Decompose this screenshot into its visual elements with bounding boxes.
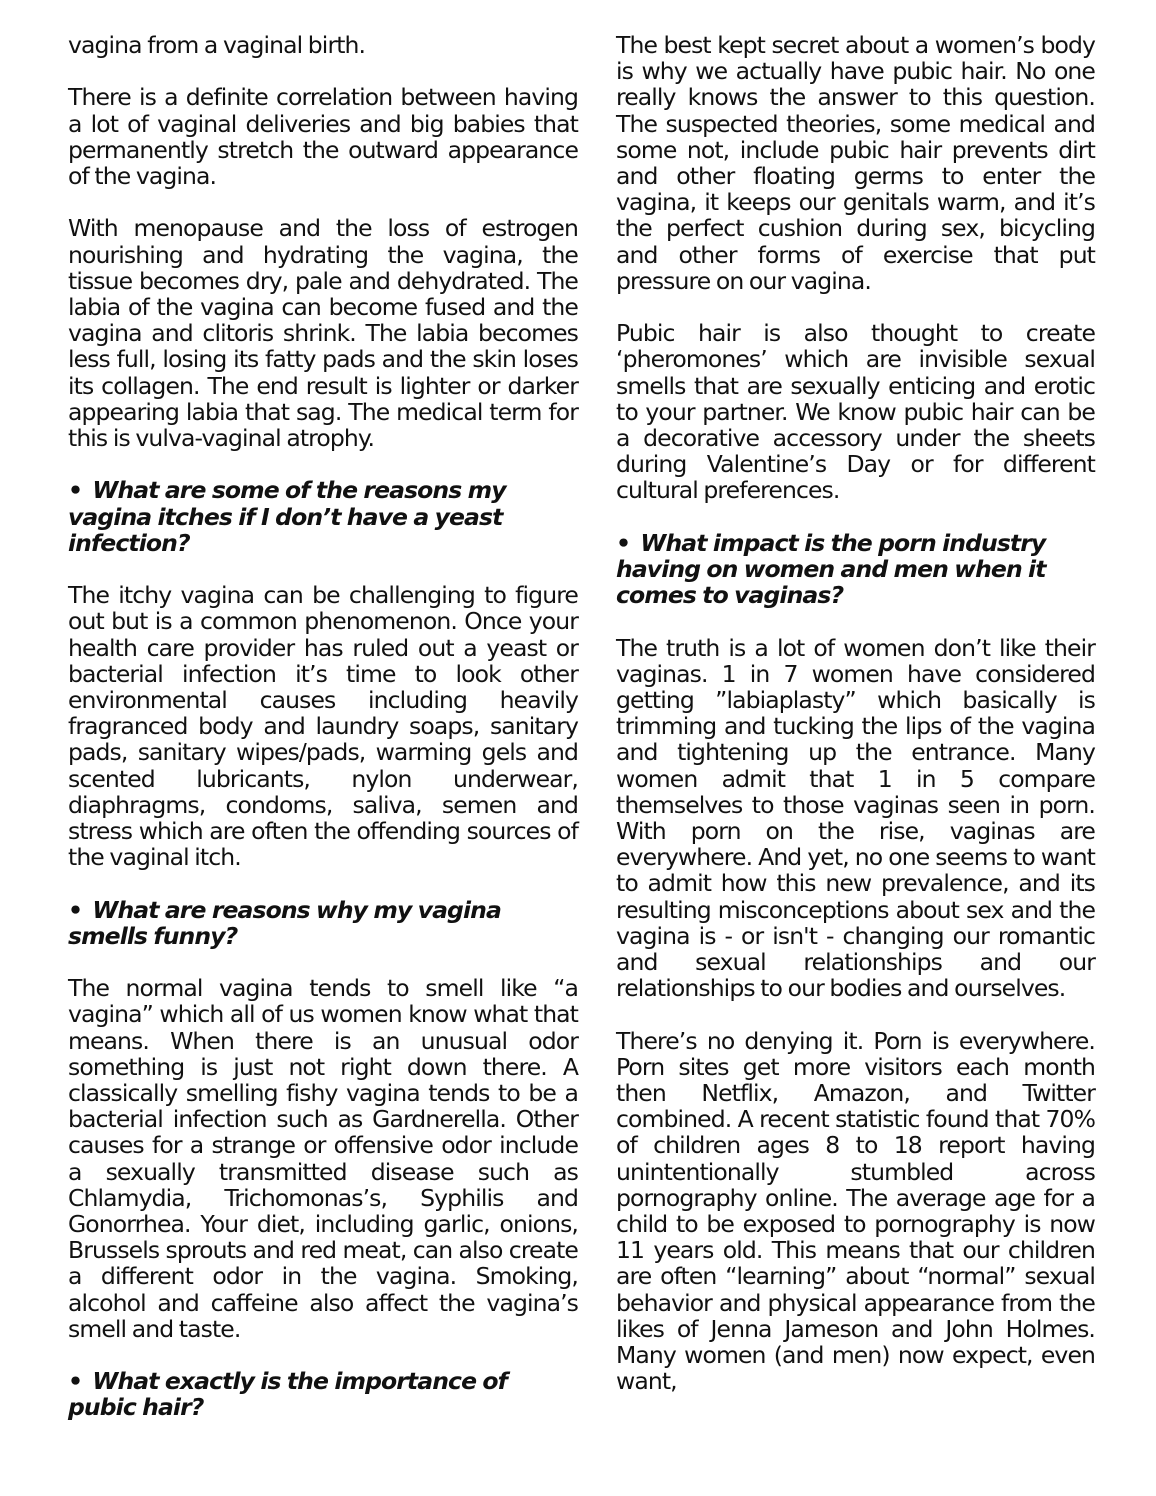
paragraph: The normal vagina tends to smell like “a vagina” which all of us women know what that means. When there is an unusual odor something is just not right down there. A classically smelling fishy vagina tends to be a bacterial infection such as Gardnerella. Other causes for a strange or offensive odor include a sexually transmitted disease such as Chlamydia, Trichomonas’s, Syphilis and Gonorrhea. Your diet, including garlic, onions, Brussels sprouts and red meat, can also create a different odor in the vagina. Smoking, alcohol and caffeine also affect the vagina’s smell and taste. (68, 974, 578, 1343)
question-heading-text: What are reasons why my vagina smells funny? (68, 895, 501, 950)
bullet-icon: • (68, 1367, 83, 1396)
question-heading (68, 897, 578, 949)
paragraph: The truth is a lot of women don’t like their vaginas. 1 in 7 women have considered getting ”labiaplasty” which basically is trimming and tucking the lips of the vagina and tightening up the entrance. Many women admit that 1 in 5 compare themselves to those vaginas seen in porn. With porn on the rise, vaginas are everywhere. And yet, no one seems to want to admit how this new prevalence, and its resulting misconceptions about sex and the vagina is - or isn't - changing our romantic and sexual relationships and our relationships to our bodies and ourselves. (616, 633, 1095, 1003)
question-heading-text: What impact is the porn industry having on women and men when it comes to vaginas? (616, 528, 1046, 610)
bullet-icon: • (616, 528, 631, 557)
question-heading (68, 477, 578, 556)
question-heading-text: What are some of the reasons my vagina itches if I don’t have a yeast infection? (68, 476, 506, 557)
left-column (68, 32, 578, 1447)
paragraph: vagina from a vaginal birth. (68, 31, 366, 59)
question-heading (616, 530, 1095, 609)
bullet-icon: • (68, 895, 83, 924)
paragraph: The itchy vagina can be challenging to figure out but is a common phenomenon. Once your health care provider has ruled out a yeast or bacterial infection it’s time to look other environmental causes including heavily fragranced body and laundry soaps, sanitary pads, sanitary wipes/pads, warming gels and scented lubricants, nylon underwear, diaphragms, condoms, saliva, semen and stress which are often the offending sources of the vaginal itch. (68, 581, 578, 872)
question-heading-text: What exactly is the importance of pubic hair? (68, 1367, 507, 1422)
paragraph: There’s no denying it. Porn is everywhere. Porn sites get more visitors each month then Netflix, Amazon, and Twitter combined. A recent statistic found that 70% of children ages 8 to 18 report having unintentionally stumbled across pornography online. The average age for a child to be exposed to pornography is now 11 years old. This means that our children are often “learning” about “normal” sexual behavior and physical appearance from the likes of Jenna Jameson and John Holmes. Many women (and men) now expect, even want, (616, 1026, 1095, 1396)
paragraph: The best kept secret about a women’s body is why we actually have pubic hair. No one really knows the answer to this question. The suspected theories, some medical and some not, include pubic hair prevents dirt and other floating germs to enter the vagina, it keeps our genitals warm, and it’s the perfect cushion during sex, bicycling and other forms of exercise that put pressure on our vagina. (616, 31, 1095, 295)
paragraph: There is a definite correlation between having a lot of vaginal deliveries and big babies that permanently stretch the outward appearance of the vagina. (68, 83, 578, 190)
paragraph: With menopause and the loss of estrogen nourishing and hydrating the vagina, the tissue becomes dry, pale and dehydrated. The labia of the vagina can become fused and the vagina and clitoris shrink. The labia becomes less full, losing its fatty pads and the skin loses its collagen. The end result is lighter or darker appearing labia that sag. The medical term for this is vulva-vaginal atrophy. (68, 214, 578, 453)
question-heading (68, 1368, 578, 1420)
right-column (616, 32, 1095, 1421)
paragraph: Pubic hair is also thought to create ‘pheromones’ which are invisible sexual smells that are sexually enticing and erotic to your partner. We know pubic hair can be a decorative accessory under the sheets during Valentine’s Day or for different cultural preferences. (616, 319, 1095, 505)
bullet-icon: • (68, 476, 83, 505)
